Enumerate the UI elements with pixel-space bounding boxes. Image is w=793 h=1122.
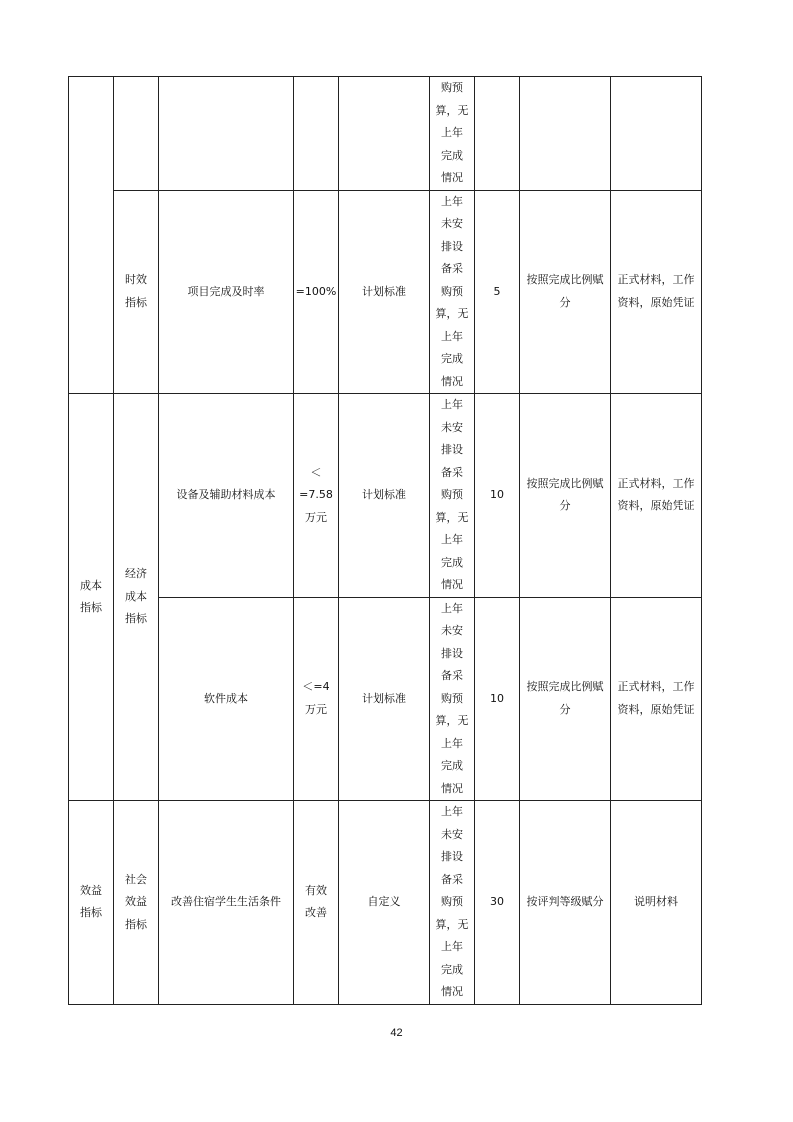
method-cell	[520, 77, 611, 191]
history-text: 上年 未安 排设 备采 购预 算，无 上年 完成 情况	[435, 194, 469, 388]
target-cell	[294, 190, 339, 394]
target-text: ＜ =7.58 万元	[299, 465, 333, 524]
level2-cell	[114, 190, 159, 394]
score-cell	[475, 190, 520, 394]
level1-cell	[69, 801, 114, 1005]
level2-text: 时效 指标	[125, 273, 147, 309]
table-row	[69, 394, 702, 598]
target-cell	[294, 77, 339, 191]
level2-cell	[114, 77, 159, 191]
indicator-cell	[159, 597, 294, 801]
indicator-cell	[159, 77, 294, 191]
history-cell	[430, 801, 475, 1005]
evidence-cell	[611, 190, 702, 394]
level1-text: 效益 指标	[80, 883, 102, 920]
level2-cell	[114, 394, 159, 801]
indicator-text: 软件成本	[204, 691, 248, 705]
table-row	[69, 597, 702, 801]
standard-cell	[339, 394, 430, 598]
evidence-text: 说明材料	[634, 895, 678, 908]
method-text: 按评判等级赋分	[526, 895, 604, 908]
score-cell	[475, 801, 520, 1005]
level1-cell	[69, 394, 114, 801]
history-text: 上年 未安 排设 备采 购预 算，无 上年 完成 情况	[435, 601, 469, 795]
standard-cell	[339, 801, 430, 1005]
evidence-cell	[611, 801, 702, 1005]
indicator-cell	[159, 394, 294, 598]
target-text: 有效 改善	[305, 883, 327, 920]
indicator-text: 改善住宿学生生活条件	[171, 895, 281, 908]
history-text: 上年 未安 排设 备采 购预 算，无 上年 完成 情况	[435, 398, 469, 591]
score-cell	[475, 77, 520, 191]
history-text: 购预 算，无 上年 完成 情况	[435, 81, 469, 184]
standard-cell	[339, 597, 430, 801]
page-number: 42	[390, 1027, 403, 1039]
target-cell	[294, 801, 339, 1005]
level1-text: 成本 指标	[80, 578, 102, 614]
history-cell	[430, 190, 475, 394]
indicator-text: 项目完成及时率	[187, 284, 265, 298]
table-row	[69, 801, 702, 1005]
score-cell	[475, 394, 520, 598]
method-cell	[520, 597, 611, 801]
target-cell	[294, 394, 339, 598]
target-cell	[294, 597, 339, 801]
method-text: 按照完成比例赋 分	[526, 680, 604, 716]
level1-cell	[69, 77, 114, 394]
score-text: 10	[490, 488, 504, 501]
evidence-text: 正式材料，工作 资料，原始凭证	[617, 680, 695, 716]
table-row	[69, 190, 702, 394]
indicator-cell	[159, 190, 294, 394]
method-cell	[520, 190, 611, 394]
method-cell	[520, 801, 611, 1005]
indicator-cell	[159, 801, 294, 1005]
score-text: 5	[493, 284, 501, 298]
target-text: =100%	[295, 284, 337, 298]
history-cell	[430, 77, 475, 191]
method-text: 按照完成比例赋 分	[526, 476, 604, 513]
target-text: ＜=4 万元	[302, 680, 330, 716]
evidence-cell	[611, 597, 702, 801]
evidence-cell	[611, 77, 702, 191]
level2-cell	[114, 801, 159, 1005]
history-cell	[430, 597, 475, 801]
method-text: 按照完成比例赋 分	[526, 273, 604, 309]
performance-indicator-table	[68, 76, 702, 1005]
indicator-text: 设备及辅助材料成本	[176, 488, 276, 501]
score-text: 10	[490, 691, 504, 705]
evidence-cell	[611, 394, 702, 598]
table-row	[69, 77, 702, 191]
standard-text: 计划标准	[362, 488, 406, 501]
score-cell	[475, 597, 520, 801]
standard-cell	[339, 190, 430, 394]
evidence-text: 正式材料，工作 资料，原始凭证	[617, 273, 695, 309]
evidence-text: 正式材料，工作 资料，原始凭证	[617, 476, 695, 513]
standard-text: 计划标准	[362, 284, 406, 298]
level2-text: 社会 效益 指标	[125, 872, 147, 931]
history-text: 上年 未安 排设 备采 购预 算，无 上年 完成 情况	[435, 805, 469, 998]
history-cell	[430, 394, 475, 598]
standard-cell	[339, 77, 430, 191]
standard-text: 自定义	[367, 895, 401, 908]
level2-text: 经济 成本 指标	[125, 567, 147, 626]
standard-text: 计划标准	[362, 691, 406, 705]
method-cell	[520, 394, 611, 598]
score-text: 30	[490, 895, 504, 908]
